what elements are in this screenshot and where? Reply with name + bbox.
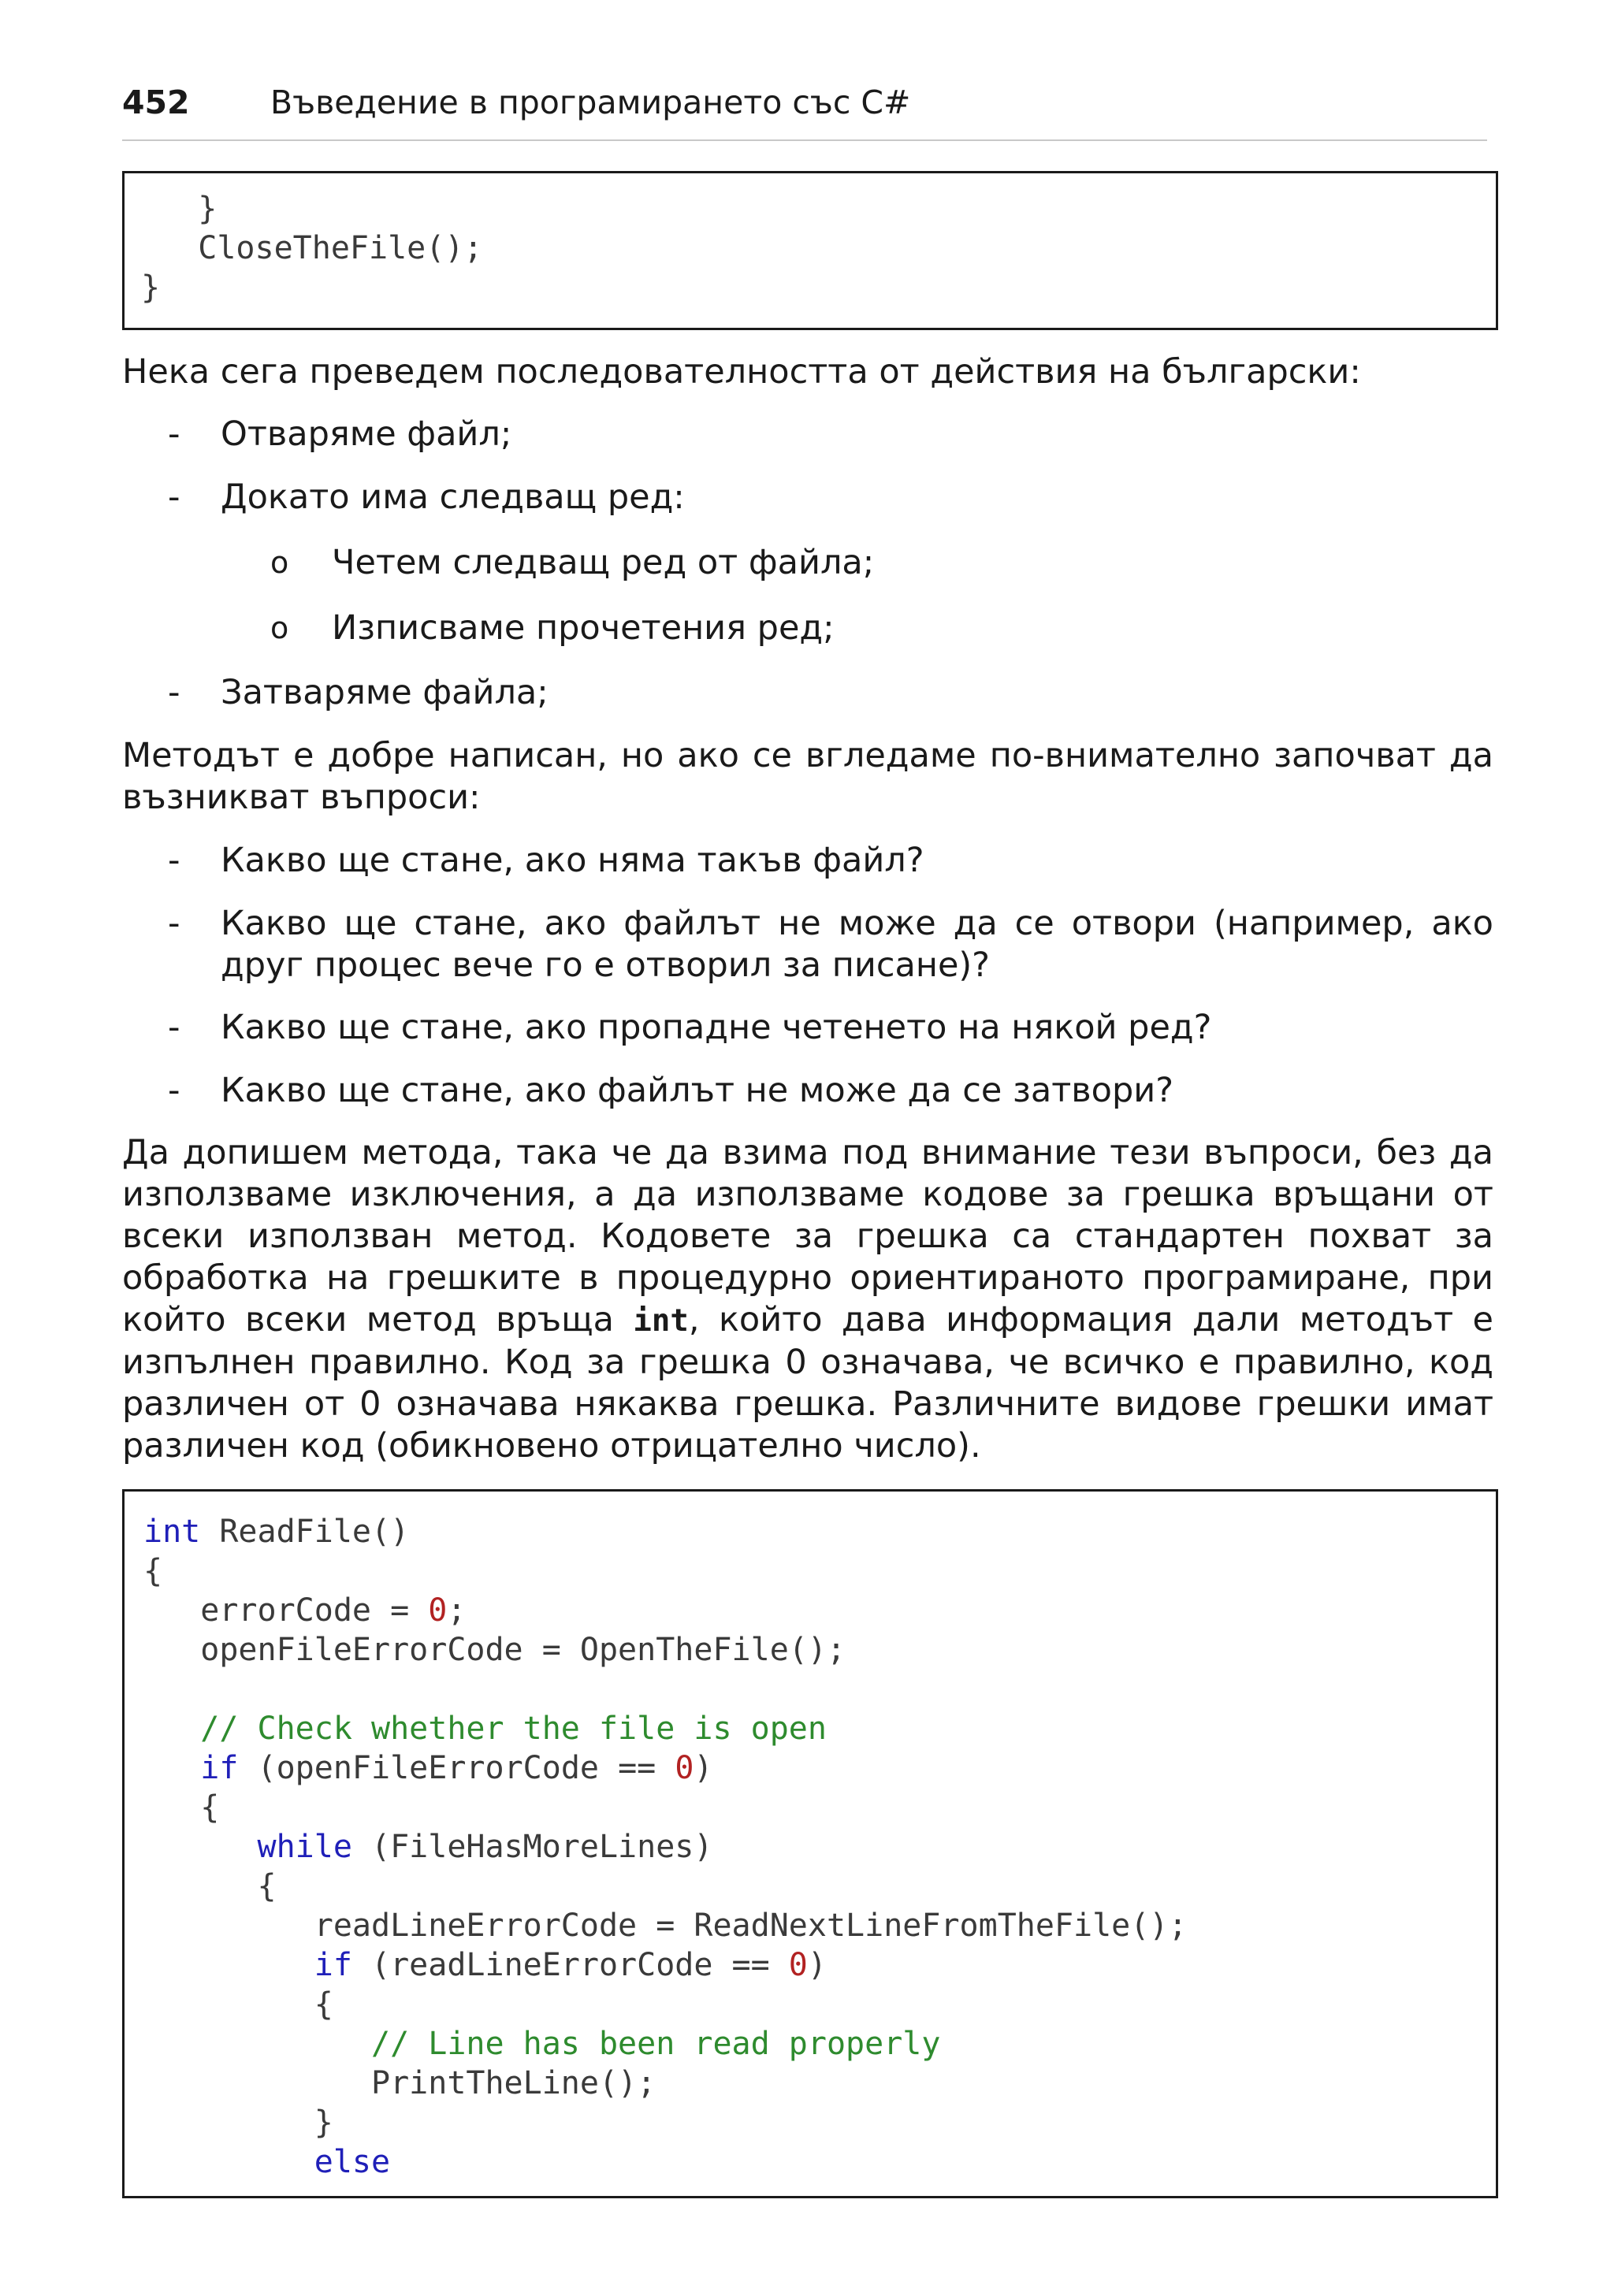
code-keyword: if (143, 1750, 239, 1786)
dash-bullet: - (168, 414, 180, 454)
code-text: { (143, 1553, 163, 1589)
code-text: { (143, 1868, 277, 1904)
code-block-read-file (122, 1489, 1498, 2198)
code-text: ) (694, 1750, 713, 1786)
code-keyword: int (143, 1514, 201, 1550)
inline-code: int (633, 1303, 689, 1339)
code-text: (openFileErrorCode == (238, 1750, 675, 1786)
code-line: } (141, 269, 161, 306)
circle-bullet: o (270, 611, 289, 645)
code-text: errorCode = (143, 1592, 429, 1629)
code-text: (FileHasMoreLines) (351, 1829, 713, 1865)
intro-paragraph: Нека сега преведем последователността от действия на български: (122, 352, 1361, 392)
code-number: 0 (788, 1947, 808, 1983)
dash-bullet: - (168, 841, 180, 880)
code-block-2-text (143, 1512, 1496, 2182)
page-number: 452 (122, 84, 190, 121)
code-text: ; (447, 1592, 467, 1629)
list-item-text: Докато има следващ ред: (221, 477, 685, 517)
dash-bullet: - (168, 904, 180, 943)
code-keyword: else (143, 2144, 391, 2180)
code-block-close-file (122, 171, 1498, 330)
code-text: openFileErrorCode = OpenTheFile(); (143, 1632, 846, 1668)
code-keyword: if (143, 1947, 352, 1983)
circle-bullet: o (270, 545, 289, 580)
sub-list-item-text: Четем следващ ред от файла; (332, 543, 875, 582)
code-keyword: while (143, 1829, 352, 1865)
list-item-text: Какво ще стане, ако пропадне четенето на някой ред? (221, 1008, 1212, 1047)
list-item-text: Какво ще стане, ако файлът не може да се отвори (например, ако друг процес вече го е отворил за писане)? (221, 904, 1493, 985)
running-title: Въведение в програмирането със C# (270, 84, 911, 121)
code-block-1-text (141, 189, 1496, 307)
code-text: } (143, 2105, 333, 2141)
code-text: { (143, 1789, 220, 1826)
code-number: 0 (428, 1592, 448, 1629)
paragraph-text: Да допишем метода, така че да взима под внимание тези въпроси, без да използваме изключения, а да използваме кодове за грешка връщани от всеки използван метод. Кодовете за грешка са стандартен похват за обработка на грешките в процедурно ориентираното програмиране, при който всеки метод връща (122, 1133, 1493, 1339)
code-line: CloseTheFile(); (141, 230, 483, 266)
sub-list-item-text: Изписваме прочетения ред; (332, 608, 835, 648)
code-text: { (143, 1986, 333, 2023)
dash-bullet: - (168, 477, 180, 517)
code-comment: // Check whether the file is open (143, 1711, 827, 1747)
code-comment: // Line has been read properly (143, 2026, 941, 2062)
questions-intro-paragraph: Методът е добре написан, но ако се вгледаме по-внимателно започват да възникват въпроси: (122, 736, 1493, 817)
code-line: } (141, 191, 218, 227)
dash-bullet: - (168, 673, 180, 712)
list-item-text: Затваряме файла; (221, 673, 549, 712)
code-number: 0 (675, 1750, 694, 1786)
code-text: readLineErrorCode = ReadNextLineFromTheFile(); (143, 1908, 1188, 1944)
code-text: (readLineErrorCode == (351, 1947, 789, 1983)
code-text: ReadFile() (200, 1514, 410, 1550)
dash-bullet: - (168, 1071, 180, 1110)
list-item-text: Отваряме файл; (221, 414, 512, 454)
list-item-text: Какво ще стане, ако няма такъв файл? (221, 841, 924, 880)
error-codes-paragraph (122, 1132, 1493, 1467)
dash-bullet: - (168, 1008, 180, 1047)
paragraph-text: , който дава информация дали методът е изпълнен правилно. Код за грешка 0 означава, че всичко е правилно, код различен от 0 означава някаква грешка. Различните видове грешки имат различен код (обикновено отрицателно число). (122, 1300, 1493, 1466)
code-text: ) (807, 1947, 827, 1983)
page-header (122, 80, 1487, 141)
code-text: PrintTheLine(); (143, 2065, 656, 2101)
list-item-text: Какво ще стане, ако файлът не може да се затвори? (221, 1071, 1174, 1110)
